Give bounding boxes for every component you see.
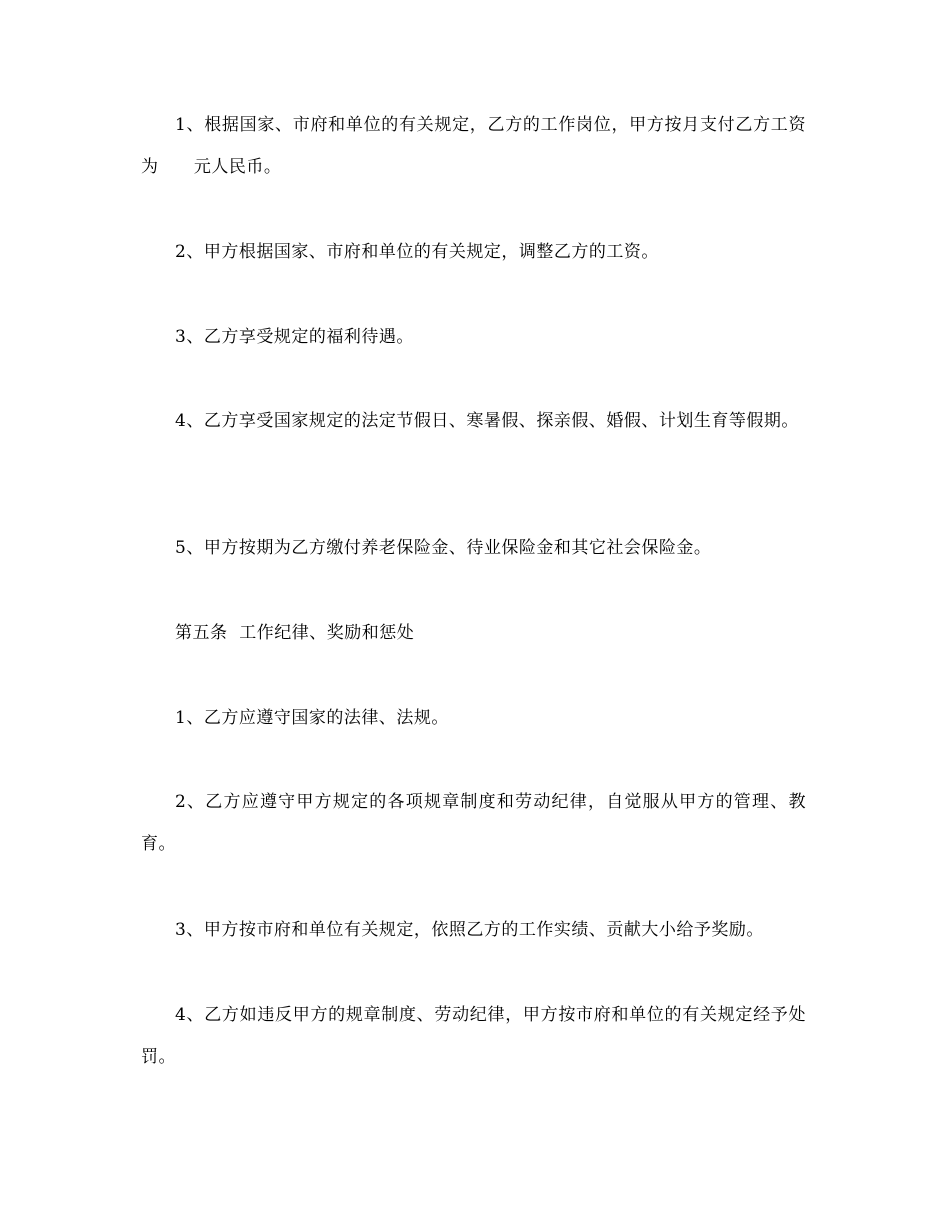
section-heading-article-5: 第五条 工作纪律、奖励和惩处 bbox=[175, 623, 415, 643]
clause-insurance: 5、甲方按期为乙方缴付养老保险金、待业保险金和其它社会保险金。 bbox=[175, 538, 712, 558]
clause-rewards: 3、甲方按市府和单位有关规定，依照乙方的工作实绩、贡献大小给予奖励。 bbox=[175, 920, 764, 940]
clause-salary-payment: 1、根据国家、市府和单位的有关规定，乙方的工作岗位，甲方按月支付乙方工资为 元人民币。 bbox=[141, 115, 806, 177]
clause-obey-rules: 2、乙方应遵守甲方规定的各项规章制度和劳动纪律，自觉服从甲方的管理、教育。 bbox=[141, 792, 806, 854]
clause-welfare: 3、乙方享受规定的福利待遇。 bbox=[175, 327, 414, 347]
clause-obey-laws: 1、乙方应遵守国家的法律、法规。 bbox=[175, 708, 449, 728]
clause-penalties: 4、乙方如违反甲方的规章制度、劳动纪律，甲方按市府和单位的有关规定经予处罚。 bbox=[141, 1005, 806, 1067]
clause-holidays: 4、乙方享受国家规定的法定节假日、寒暑假、探亲假、婚假、计划生育等假期。 bbox=[175, 411, 799, 431]
clause-salary-adjustment: 2、甲方根据国家、市府和单位的有关规定，调整乙方的工资。 bbox=[175, 242, 659, 262]
